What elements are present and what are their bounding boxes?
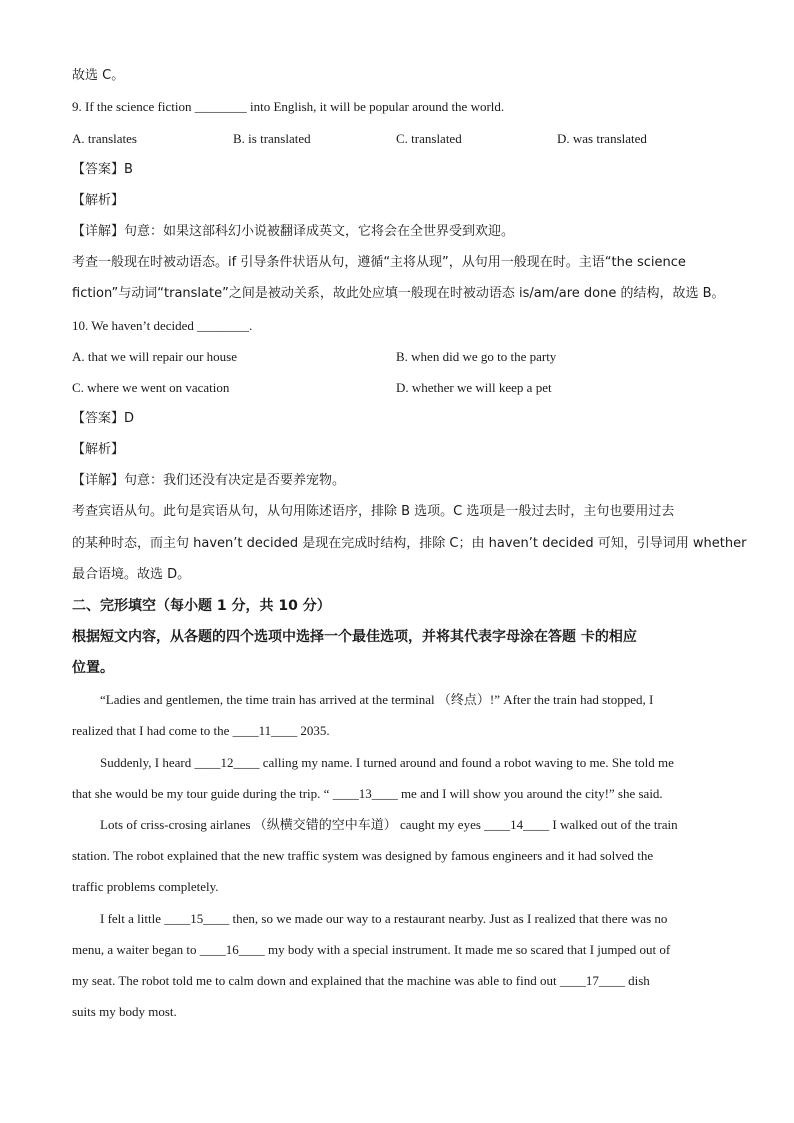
passage-line: that she would be my tour guide during the trip. “ ____13____ me and I will show you around the city!” she said. — [72, 786, 663, 801]
passage-line: I felt a little ____15____ then, so we made our way to a restaurant nearby. Just as I realized that there was no — [100, 911, 668, 926]
passage-line: suits my body most. — [72, 1004, 177, 1019]
question-9: 9. If the science fiction ________ into English, it will be popular around the world. — [72, 99, 505, 114]
explanation-line: 最合语境。故选 D。 — [72, 567, 191, 582]
section-instruction: 根据短文内容，从各题的四个选项中选择一个最佳选项，并将其代表字母涂在答题 卡的相应 — [72, 629, 637, 645]
section-title: 二、完形填空（每小题 1 分，共 10 分） — [72, 598, 331, 614]
passage-line: traffic problems completely. — [72, 879, 219, 894]
explanation-line: 考查一般现在时被动语态。if 引导条件状语从句，遵循“主将从现”，从句用一般现在时。主语“the science — [72, 255, 686, 270]
explanation-line: 考查宾语从句。此句是宾语从句，从句用陈述语序，排除 B 选项。C 选项是一般过去时，主句也要用过去 — [72, 504, 675, 519]
option-b: B. is translated — [233, 131, 311, 146]
passage-line: my seat. The robot told me to calm down and explained that the machine was able to find out ____17____ dish — [72, 973, 650, 988]
question-10: 10. We haven’t decided ________. — [72, 318, 253, 333]
blank-13: ____13____ — [332, 786, 398, 801]
explanation-line: fiction”与动词“translate”之间是被动关系，故此处应填一般现在时被动语态 is/am/are done 的结构，故选 B。 — [72, 286, 725, 301]
blank-11: ____11____ — [232, 723, 298, 738]
section-instruction: 位置。 — [72, 660, 114, 676]
explanation-line: 【详解】句意：如果这部科幻小说被翻译成英文，它将会在全世界受到欢迎。 — [72, 224, 515, 239]
answer-label: 【答案】D — [72, 411, 135, 426]
passage-line: Lots of criss-crosing airlanes （纵横交错的空中车道） caught my eyes ____14____ I walked out of the train — [100, 817, 678, 832]
explanation-line: 的某种时态，而主句 haven’t decided 是现在完成时结构，排除 C；由 haven’t decided 可知，引导词用 whether — [72, 536, 747, 551]
blank-15: ____15____ — [164, 911, 230, 926]
analysis-label: 【解析】 — [72, 193, 125, 208]
text-line: 故选 C。 — [72, 68, 125, 83]
analysis-label: 【解析】 — [72, 442, 125, 457]
option-c: C. translated — [396, 131, 462, 146]
blank-14: ____14____ — [484, 817, 550, 832]
option-b: B. when did we go to the party — [396, 349, 557, 364]
blank-16: ____16____ — [199, 942, 265, 957]
passage-line: Suddenly, I heard ____12____ calling my name. I turned around and found a robot waving to me. She told me — [100, 755, 674, 770]
answer-label: 【答案】B — [72, 162, 133, 177]
blank-17: ____17____ — [559, 973, 625, 988]
passage-line: “Ladies and gentlemen, the time train has arrived at the terminal （终点）!” After the train had stopped, I — [100, 692, 654, 707]
option-d: D. was translated — [557, 131, 647, 146]
blank-12: ____12____ — [194, 755, 260, 770]
option-c: C. where we went on vacation — [72, 380, 230, 395]
option-a: A. that we will repair our house — [72, 349, 237, 364]
passage-line: station. The robot explained that the new traffic system was designed by famous engineers and it had solved the — [72, 848, 654, 863]
option-a: A. translates — [72, 131, 137, 146]
passage-line: realized that I had come to the ____11____ 2035. — [72, 723, 330, 738]
explanation-line: 【详解】句意：我们还没有决定是否要养宠物。 — [72, 473, 346, 488]
passage-line: menu, a waiter began to ____16____ my body with a special instrument. It made me so scared that I jumped out of — [72, 942, 671, 957]
option-d: D. whether we will keep a pet — [396, 380, 552, 395]
